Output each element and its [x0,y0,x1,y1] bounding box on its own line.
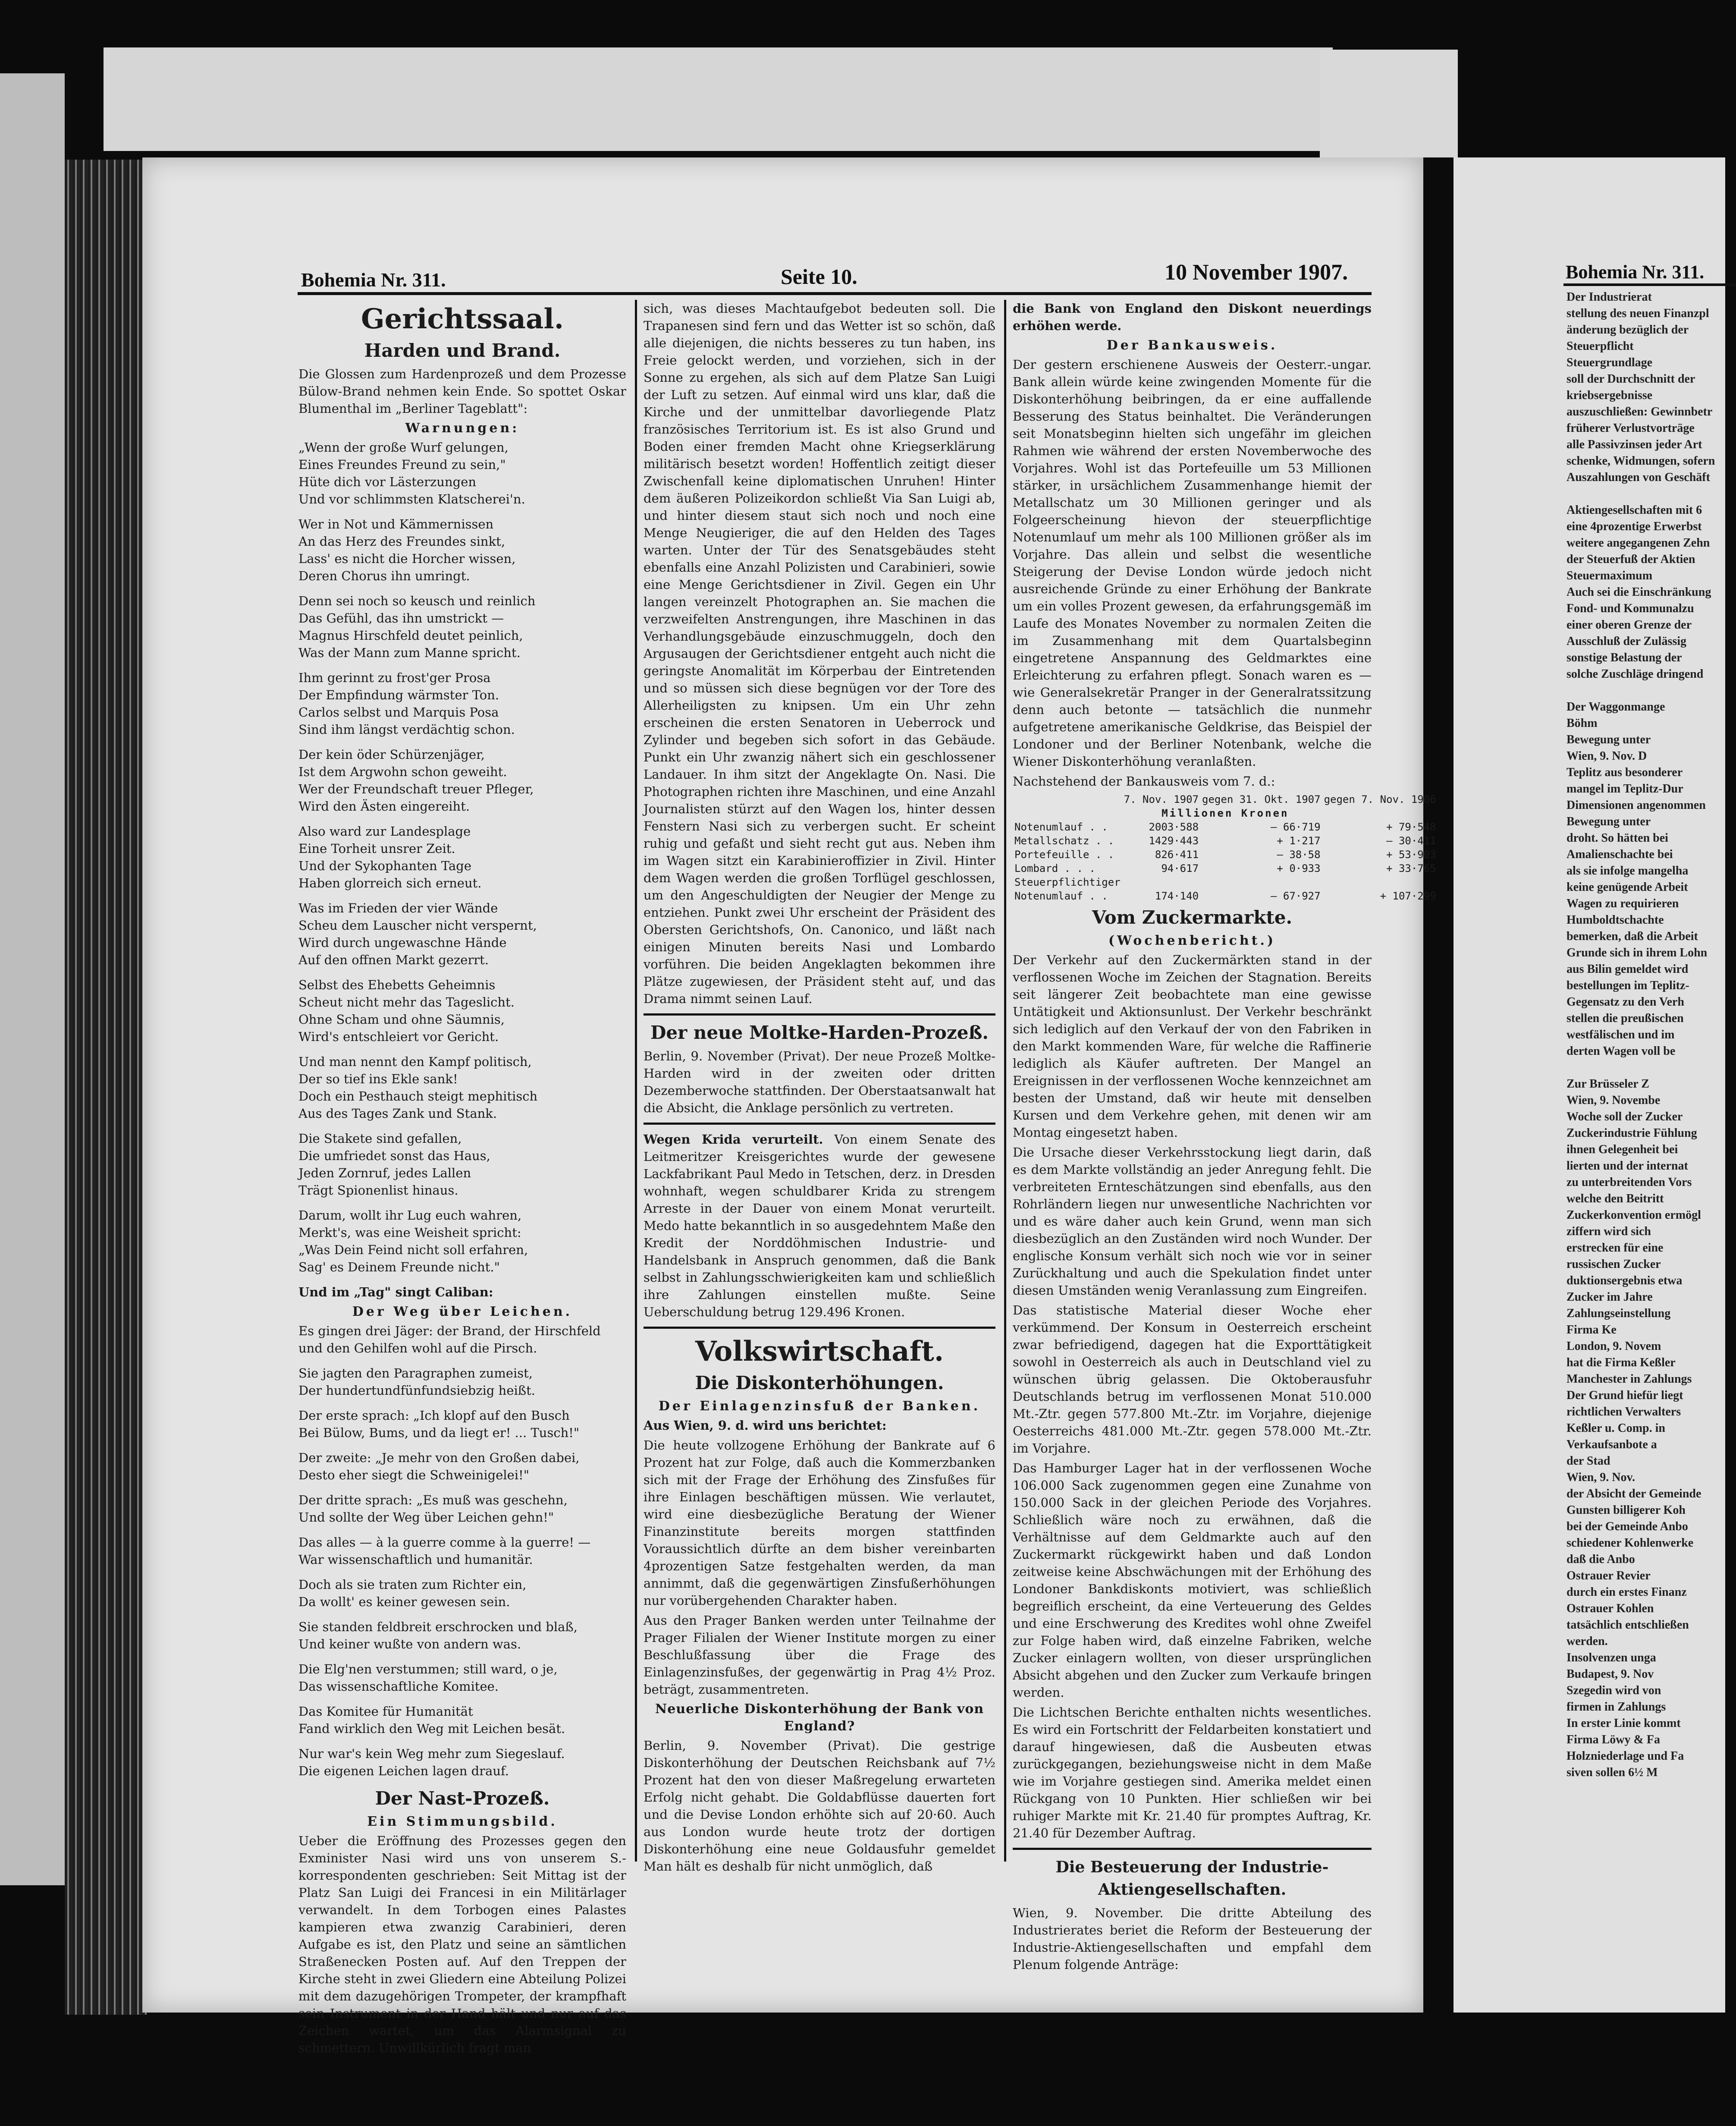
table-cell: Notenumlauf . . [1014,890,1108,902]
article-separator [644,1123,995,1125]
table-unit: Millionen Kronen [1162,807,1289,819]
table-row [1013,875,1438,889]
header-rule [298,292,1372,295]
table-cell: — 67·927 [1270,890,1321,902]
table-header-row [1013,793,1438,806]
article-body: sich, was dieses Machtaufgebot bedeuten soll. Die Trapanesen sind fern und das Wetter ist so schön, daß alle diejenigen, die nichts besseres zu tun haben, ins Freie gelockt werden, und vorziehen, sich in der Sonne zu ergehen, als sich auf dem Platze San Luigi der Luft zu setzen. Auf einmal wird uns klar, daß die Kirche und der unmittelbar davorliegende Platz französisches Territorium ist. Es ist also Grund und Boden einer fremden Macht ohne Kriegserklärung militärisch besetzt worden! Hoffentlich zeitigt dieser Zwischenfall keine diplomatischen Unruhen! Hinter dem äußeren Polizeikordon schließt Via San Luigi ab, und hinter diesem staut sich noch und noch eine Menge Neugieriger, die auf den Helden des Tages warten. Unter der Tür des Senatsgebäudes steht ebenfalls eine Anzahl Polizisten und Carabinieri, sowie eine Menge Gerichtsdiener in Zivil. Gegen ein Uhr langen vereinzelt Photographen an. Sie machen die verzweifelten Anstrengungen, ihre Maschinen in das Verhandlungsgebäude einzuschmuggeln, doch den Argusaugen der Gerichtsdiener entgeht auch nicht die geringste Anomalität im Körperbau der Eintretenden und so müssen sich diese begnügen vor der Tore des Allerheiligsten zu knipsen. Um ein Uhr zehn erscheinen die ersten Senatoren in Ueberrock und Zylinder und begeben sich sofort in das Gebäude. Punkt ein Uhr zwanzig nähert sich ein geschlossener Landauer. In ihm sitzt der Angeklagte On. Nasi. Die Photographen richten ihre Maschinen, und eine Anzahl Journalisten stürzt auf den Wagen los, hinter dessen Fenstern Nasi sich zu verbergen sucht. Er scheint ruhig und gefaßt und sieht recht gut aus. Neben ihm im Wagen sitzt ein Karabinieroffizier in Zivil. Hinter dem Wagen werden die großen Torflügel geschlossen, um den Angeschuldigten der Neugier der Menge zu entziehen. Punkt zwei Uhr erscheint der Präsident des Obersten Gerichtshofs, On. Canonico, und läßt nach einigen Minuten bereits Nasi und Lombardo vorführen. Die beiden Angeklagten bekommen ihre Plätze zugewiesen, der Präsident steht auf, und das Drama nimmt seinen Lauf. [644,301,995,1006]
adjacent-page-line: der Steuerfuß der Aktien [1566,553,1695,566]
article-body: Von einem Senate des Leitmeritzer Kreisgerichtes wurde der gewesene Lackfabrikant Paul Medo in Tetschen, derz. in Dresden wohnhaft, wegen schuldbarer Krida zu strengem Arreste in der Dauer von einem Monat verurteilt. Medo hatte bekanntlich in so ausgedehntem Maße den Kredit der Norddöhmischen Industrie- und Handelsbank in Anspruch genommen, daß die Bank selbst in Zahlungsschwierigkeiten kam und schließlich ihre Zahlungen einstellen mußte. Seine Ueberschuldung betrug 129.496 Kronen. [644,1132,995,1319]
adjacent-page-line: Humboldtschachte [1566,913,1664,927]
table-cell: — 66·719 [1270,821,1321,833]
poem-heading-weg: Der Weg über Leichen. [352,1304,573,1319]
article-heading-besteuerung: Die Besteuerung der Industrie-Aktiengesellschaften. [1055,1858,1329,1899]
table-cell: + 1·217 [1277,835,1321,847]
adjacent-page-line: keine genügende Arbeit [1566,881,1688,894]
adjacent-page-line: stellung des neuen Finanzpl [1566,307,1709,320]
adjacent-page-line: Wien, 9. Nov. D [1566,749,1647,763]
poem-heading-warnungen: Warnungen: [405,421,520,436]
adjacent-page-line: Wien, 9. Nov. [1566,1471,1635,1484]
adjacent-page-line: Woche soll der Zucker [1566,1110,1683,1123]
adjacent-page-line: Amalienschachte bei [1566,848,1673,861]
table-cell: + 33·765 [1386,862,1436,874]
article-body: Berlin, 9. November (Privat). Die gestrige Diskonterhöhung der Deutschen Reichsbank auf 7½ Prozent hat den von dieser Maßregelung erwarteten Erfolg nicht gehabt. Die Goldabflüsse dauerten fort und die Devise London erhöhte sich auf 20·60. Auch aus London wurde heute trotz der dortigen Diskonterhöhung eine neue Goldausfuhr gemeldet Man hält es deshalb für nicht unmöglich, daß [644,1738,995,1874]
poem-stanza: Es gingen drei Jäger: der Brand, der Hirschfeld und den Gehilfen wohl auf die Pirsch. [298,1324,601,1355]
adjacent-page-line: Verkaufsanbote a [1566,1438,1657,1451]
poem-stanza: Denn sei noch so keusch und reinlich Das Gefühl, das ihn umstrickt — Magnus Hirschfeld deutet peinlich, Was der Mann zum Manne spricht. [298,594,536,660]
adjacent-page-line: Ostrauer Revier [1566,1569,1651,1582]
article-body: Die Lichtschen Berichte enthalten nichts wesentliches. Es wird ein Fortschritt der Feldarbeiten konstatiert und darauf hingewiesen, daß die Ausbeuten etwas zurückgegangen, beziehungsweise nicht in dem Maße wie im Vorjahre gestiegen sind. Amerika meldet einen Rückgang von 10 Punkten. Hier schließen wir bei ruhiger Markte mit Kr. 21.40 für promptes Auftrag, Kr. 21.40 für Dezember Auftrag. [1013,1705,1372,1840]
poem-stanza: Was im Frieden der vier Wände Scheu dem Lauscher nicht verspernt, Wird durch ungewaschne Hände Auf den offnen Markt gezerrt. [298,901,537,967]
adjacent-page-line: Zucker im Jahre [1566,1290,1653,1304]
article-heading-moltke: Der neue Moltke-Harden-Prozeß. [650,1022,989,1043]
article-subheading: Neuerliche Diskonterhöhung der Bank von England? [655,1701,984,1734]
table-cell: Metallschatz . . [1014,835,1114,847]
article-heading-harden: Harden und Brand. [364,340,561,361]
table-header-cell: 7. Nov. 1907 [1124,793,1199,805]
table-row [1013,848,1438,862]
adjacent-page-line: Firma Löwy & Fa [1566,1733,1660,1746]
adjacent-page-line: Der Waggonmange [1566,700,1665,714]
article-body: Der gestern erschienene Ausweis der Oesterr.-ungar. Bank allein würde keine zwingenden Momente für die Diskonterhöhung beibringen, da er eine auffallende Besserung des Status beinhaltet. Die Veränderungen seit Monatsbeginn hielten sich ungefähr im gleichen Rahmen wie während der ersten Novemberwoche des Vorjahres. Wohl ist das Portefeuille um 53 Millionen stärker, in ursächlichem Zusammenhange hiemit der Metallschatz um 30 Millionen geringer und als Folgeerscheinung hievon der steuerpflichtige Notenumlauf um mehr als 100 Millionen größer als im Vorjahre. Das allein und selbst die wesentliche Steigerung der Devise London würde jedoch nicht ausreichende Gründe zu einer Erhöhung der Bankrate um ein volles Prozent gewesen, da erfahrungsgemäß im Laufe des Monates November zu normalen Zeiten die im Zusammenhang mit dem Quartalsbeginn eingetretene Anspannung des Geldmarktes eine Erleichterung zu erfahren pflegt. Sonach waren es — wie Generalsekretär Pranger in der Generalratssitzung denn auch betonte — tatsächlich die nunmehr aufgetretene amerikanische Geldkrise, das Beispiel der Londoner und der Berliner Notenbank, welche die Wiener Diskonterhöhung veranlaßten. [1013,357,1372,769]
adjacent-page-line: Gegensatz zu den Verh [1566,995,1684,1009]
poem-stanza: Nur war's kein Weg mehr zum Siegeslauf. Die eigenen Leichen lagen drauf. [298,1746,565,1778]
adjacent-page-text [1566,289,1725,1842]
adjacent-page-line: stellen die preußischen [1566,1012,1684,1025]
adjacent-page-line: westfälischen und im [1566,1028,1675,1041]
adjacent-page-line: Zahlungseinstellung [1566,1307,1671,1320]
poem-stanza: Ihm gerinnt zu frost'ger Prosa Der Empfindung wärmster Ton. Carlos selbst und Marquis Posa Sind ihm längst verdächtig schon. [298,670,515,737]
article-body: Berlin, 9. November (Privat). Der neue Prozeß Moltke-Harden wird in der zweiten oder dritten Dezemberwoche stattfinden. Der Oberstaatsanwalt hat die Absicht, die Anklage persönlich zu vertreten. [644,1049,995,1115]
poem-stanza: Der erste sprach: „Ich klopf auf den Busch Bei Bülow, Bums, und da liegt er! ... Tusch!" [298,1408,580,1440]
adjacent-page-line: sonstige Belastung der [1566,651,1682,664]
adjacent-page-line: siven sollen 6½ M [1566,1766,1658,1779]
article-heading-diskont: Die Diskonterhöhungen. [695,1372,944,1393]
adjacent-page-line: Böhm [1566,717,1598,730]
adjacent-page-line: firmen in Zahlungs [1566,1700,1666,1714]
adjacent-page-line: mangel im Teplitz-Dur [1566,782,1683,796]
table-cell: 94·617 [1161,862,1199,874]
adjacent-page-line: russischen Zucker [1566,1258,1661,1271]
adjacent-page-line: droht. So hätten bei [1566,831,1668,845]
adjacent-page-line: derten Wagen voll be [1566,1044,1676,1058]
adjacent-page-line: Der Grund hiefür liegt [1566,1389,1683,1402]
section-title-gerichtssaal: Gerichtssaal. [361,303,564,335]
poem-stanza: Der zweite: „Je mehr von den Großen dabei, Desto eher siegt die Schweinigelei!" [298,1450,580,1482]
adjacent-page-line: durch ein erstes Finanz [1566,1585,1687,1599]
adjacent-page-line: Zuckerindustrie Fühlung [1566,1126,1697,1140]
poem-stanza: Das Komitee für Humanität Fand wirklich den Weg mit Leichen besät. [298,1704,565,1736]
header-date: 10 November 1907. [1165,260,1348,285]
article-subheading: (Wochenbericht.) [1108,933,1276,948]
table-cell: + 53·903 [1386,849,1436,861]
table-cell: — 30·411 [1386,835,1436,847]
table-cell: + 79·548 [1386,821,1436,833]
article-body: Wien, 9. November. Die dritte Abteilung des Industrierates beriet die Reform der Besteuerung der Industrie-Aktiengesellschaften und empfahl dem Plenum folgende Anträge: [1013,1906,1372,1972]
adjacent-page-line: Auszahlungen von Geschäft [1566,471,1710,484]
table-cell: + 107·299 [1380,890,1436,902]
scanner-edge-left [0,73,65,1885]
poem-stanza: Und man nennt den Kampf politisch, Der so tief ins Ekle sank! Doch ein Pesthauch steigt mephitisch Aus des Tages Zank und Stank. [298,1054,538,1121]
adjacent-page-line: Holzniederlage und Fa [1566,1749,1684,1763]
column-3 [1013,300,1436,1972]
table-unit-row [1013,806,1438,820]
table-cell: Notenumlauf . . [1014,821,1108,833]
adjacent-page-line: Aktiengesellschaften mit 6 [1566,503,1702,517]
adjacent-page [1453,157,1725,2013]
adjacent-page-line: ihnen Gelegenheit bei [1566,1143,1678,1156]
adjacent-header: Bohemia Nr. 311. [1566,261,1705,283]
article-heading-nast: Der Nast-Prozeß. [375,1788,550,1809]
adjacent-page-line: bestellungen im Teplitz- [1566,979,1689,992]
adjacent-page-line: bemerken, daß die Arbeit [1566,930,1698,943]
book-binding [65,160,147,2015]
poem-stanza: Die Stakete sind gefallen, Die umfriedet sonst das Haus, Jeden Zornruf, jedes Lallen Trägt Spionenlist hinaus. [298,1131,490,1198]
article-intro: Die Glossen zum Hardenprozeß und dem Prozesse Bülow-Brand nehmen kein Ende. So spottet Oskar Blumenthal im „Berliner Tageblatt": [298,367,626,416]
adjacent-page-line: Wagen zu requirieren [1566,897,1679,910]
adjacent-page-line: Wien, 9. Novembe [1566,1094,1661,1107]
adjacent-page-line: solche Zuschläge dringend [1566,667,1704,681]
poem-stanza: Doch als sie traten zum Richter ein, Da wollt' es keiner gewesen sein. [298,1577,527,1609]
table-cell: 826·411 [1155,849,1199,861]
header-page-number: Seite 10. [781,264,857,289]
adjacent-page-line: Keßler u. Comp. in [1566,1422,1665,1435]
table-header-cell [1013,793,1122,806]
adjacent-page-line [1566,682,1725,699]
article-body: die Bank von England den Diskont neuerdings erhöhen werde. [1013,301,1372,333]
article-body: Die Ursache dieser Verkehrsstockung liegt darin, daß es dem Markte vollständig an jeder Anregung fehlt. Die verbreiteten Ernteschätzungen sind ebenfalls, aus den Rohrländern liegen nur unwesentliche Nachrichten vor und es wäre daher auch kein Grund, wenn man sich diesbezüglich an den Zuständen wird noch Wunder. Der englische Konsum verhält sich noch wie vor in seiner Zurückhaltung und auch die Spekulation findet unter diesen Umständen wenig Veranlassung zum Eingreifen. [1013,1145,1372,1298]
poem-stanza: Darum, wollt ihr Lug euch wahren, Merkt's, was eine Weisheit spricht: „Was Dein Feind nicht soll erfahren, Sag' es Deinem Freunde nicht." [298,1208,528,1274]
column-rule-2 [1004,300,1006,1862]
adjacent-page-line: weitere angegangenen Zehn [1566,536,1710,550]
article-dateline: Aus Wien, 9. d. wird uns berichtet: [644,1418,887,1433]
book-clamp [1320,50,1458,157]
adjacent-page-line: Ostrauer Kohlen [1566,1602,1654,1615]
adjacent-page-line [1566,1060,1725,1076]
adjacent-page-line: Szegedin wird von [1566,1684,1661,1697]
table-cell [1122,875,1200,889]
adjacent-page-line: eine 4prozentige Erwerbst [1566,520,1702,533]
bank-statement-table [1013,793,1438,903]
adjacent-page-line: Manchester in Zahlungs [1566,1372,1692,1386]
article-heading-bankausweis: Der Bankausweis. [1106,338,1278,353]
adjacent-page-line: welche den Beitritt [1566,1192,1664,1205]
article-body: Aus den Prager Banken werden unter Teilnahme der Prager Filialen der Wiener Institute morgen zu einer Beschlußfassung über die Frage des Einlagenzinsfußes, der gegenwärtig in Prag 4½ Proz. beträgt, zusammentreten. [644,1613,995,1697]
poem-stanza: Selbst des Ehebetts Geheimnis Scheut nicht mehr das Tageslicht. Ohne Scham und ohne Säumnis, Wird's entschleiert vor Gericht. [298,978,515,1044]
adjacent-page-line: Der Industrierat [1566,290,1652,304]
table-row [1013,834,1438,848]
adjacent-page-line: Dimensionen angenommen [1566,799,1706,812]
adjacent-page-line: schenke, Widmungen, sofern [1566,454,1715,468]
adjacent-page-line [1566,486,1725,502]
poem-stanza: Sie standen feldbreit erschrocken und blaß, Und keiner wußte von andern was. [298,1620,578,1651]
table-cell: Steuerpflichtiger [1014,876,1121,888]
adjacent-page-line: auszuschließen: Gewinnbetr [1566,405,1713,418]
column-2 [644,300,995,1874]
article-separator [644,1327,995,1329]
table-row [1013,820,1438,834]
poem-stanza: Der kein öder Schürzenjäger, Ist dem Argwohn schon geweiht. Wer der Freundschaft treuer Pfleger, Wird den Ästen eingereiht. [298,747,534,814]
article-body: Das statistische Material dieser Woche eher verkümmend. Der Konsum in Oesterreich erscheint zwar befriedigend, dagegen hat die Exporttätigkeit sowohl in Oesterreich als auch in Deutschland viel zu wünschen übrig gelassen. Die Oktoberausfuhr Deutschlands betrug im verflossenen Monat 510.000 Mt.-Ztr. gegen 577.800 Mt.-Ztr. im Vorjahre, diejenige Oesterreichs 481.000 Mt.-Ztr. gegen 578.000 Mt.-Ztr. im Vorjahre. [1013,1303,1372,1456]
adjacent-page-line: änderung bezüglich der [1566,323,1689,337]
table-cell: Portefeuille . . [1014,849,1114,861]
adjacent-page-line: daß die Anbo [1566,1553,1635,1566]
adjacent-page-line: Steuergrundlage [1566,356,1653,369]
article-subheading: Ein Stimmungsbild. [367,1814,558,1829]
adjacent-page-line: Steuermaximum [1566,569,1653,582]
article-subheading: Der Einlagenzinsfuß der Banken. [658,1399,981,1414]
adjacent-page-line: schiedener Kohlenwerke [1566,1536,1694,1550]
table-cell: 2003·588 [1149,821,1199,833]
header-issue: Bohemia Nr. 311. [301,269,446,291]
article-separator [1013,1848,1372,1850]
adjacent-page-line: tatsächlich entschließen [1566,1618,1689,1632]
adjacent-page-line: Fond- und Kommunalzu [1566,602,1694,615]
table-cell: + 0·933 [1277,862,1321,874]
table-cell: 174·140 [1155,890,1199,902]
adjacent-page-line: früherer Verlustvorträge [1566,421,1695,435]
newspaper-page [142,157,1436,2055]
adjacent-page-line: Zur Brüsseler Z [1566,1077,1649,1091]
adjacent-page-line: Zuckerkonvention ermögl [1566,1208,1701,1222]
poem-stanza: Sie jagten den Paragraphen zumeist, Der hundertundfünfundsiebzig heißt. [298,1366,536,1398]
table-cell [1322,875,1438,889]
adjacent-page-line: Bewegung unter [1566,815,1651,828]
table-cell: 1429·443 [1149,835,1199,847]
article-lead-krida: Wegen Krida verurteilt. [644,1132,823,1147]
adjacent-page-line: Ausschluß der Zulässig [1566,635,1687,648]
article-separator [644,1013,995,1016]
adjacent-page-line: Steuerpflicht [1566,340,1634,353]
article-body: Ueber die Eröffnung des Prozesses gegen den Exminister Nasi wird uns von unserem S.-korrespondenten geschrieben: Seit Mittag ist der Platz San Luigi dei Francesi in ein Militärlager verwandelt. In dem Torbogen eines Palastes kampieren etwa zwanzig Carabinieri, deren Aufgabe es ist, den Platz und seine an sämtlichen Straßenecken Posten auf. Auf den Treppen der Kirche steht in zwei Gliedern eine Abteilung Polizei mit dem dazugehörigen Trompeter, der krampfhaft sein Instrument in der Hand hält und nur auf das Zeichen wartet, um das Alarmsignal zu schmettern. Unwillkürlich fragt man [298,1834,626,2055]
table-cell: Lombard . . . [1014,862,1096,874]
adjacent-page-line: hat die Firma Keßler [1566,1356,1676,1369]
adjacent-page-line: lierten und der internat [1566,1159,1688,1173]
table-header-cell: gegen 31. Okt. 1907 [1202,793,1321,805]
adjacent-page-line: Insolvenzen unga [1566,1651,1656,1664]
adjacent-page-line: als sie infolge mangelha [1566,864,1689,877]
adjacent-page-line: duktionsergebnis etwa [1566,1274,1683,1287]
adjacent-page-line: Firma Ke [1566,1323,1617,1337]
table-cell: — 38·58 [1277,849,1321,861]
adjacent-page-line: richtlichen Verwalters [1566,1405,1681,1418]
adjacent-page-line: kriebsergebnisse [1566,389,1653,402]
adjacent-page-line: aus Bilin gemeldet wird [1566,962,1689,976]
adjacent-page-line: erstrecken für eine [1566,1241,1664,1255]
adjacent-page-line: Auch sei die Einschränkung [1566,585,1711,599]
table-cell [1200,875,1322,889]
article-body: Der Verkehr auf den Zuckermärkten stand in der verflossenen Woche im Zeichen der Stagnation. Bereits seit längerer Zeit beobachtete man eine gewisse Untätigkeit und Aktionsunlust. Der Verkehr beschränkt sich lediglich auf den Verkauf der von den Fabriken in den Markt kommenden Ware, für welche die Raffinerie lediglich als Käufer auftreten. Der Mangel an Ereignissen in der verflossenen Woche kennzeichnet am besten der Umstand, daß wir heute mit denselben Kursen und dem Verkehre gehen, mit denen wir am Montag eingesetzt haben. [1013,953,1372,1140]
article-body: Das Hamburger Lager hat in der verflossenen Woche 106.000 Sack zugenommen gegen eine Zunahme von 150.000 Sack in der gleichen Periode des Vorjahres. Schließlich wäre noch zu erwähnen, daß die Verhältnisse auf dem Geldmarkte auch auf den Zuckermarkt rückgewirkt haben und daß London zeitweise keine Abschwächungen mit der Erhöhung des Londoner Bankdiskonts motiviert, was schließlich begreiflich erscheint, da eine Verteuerung des Geldes und eine Erschwerung des Kredites wohl ohne Zweifel zur Folge haben wird, daß einzelne Fabriken, welche Zucker einlagern wollten, von dieser ursprünglichen Absicht abgehen und den Zucker zum Verkaufe bringen werden. [1013,1461,1372,1700]
adjacent-page-line: Gunsten billigerer Koh [1566,1503,1686,1517]
adjacent-page-line: In erster Linie kommt [1566,1717,1681,1730]
adjacent-header-rule [1563,283,1736,286]
poem-stanza: Der dritte sprach: „Es muß was geschehn, Und sollte der Weg über Leichen gehn!" [298,1493,568,1525]
scanner-edge-top [104,47,1333,151]
adjacent-page-line: Grunde sich in ihrem Lohn [1566,946,1708,959]
table-row [1013,889,1438,903]
table-header-cell: gegen 7. Nov. 1906 [1324,793,1436,805]
table-intro: Nachstehend der Bankausweis vom 7. d.: [1013,774,1275,789]
caliban-line: Und im „Tag" singt Caliban: [298,1285,493,1299]
adjacent-page-line: der Stad [1566,1454,1610,1468]
poem-stanza: Die Elg'nen verstummen; still ward, o je, Das wissenschaftliche Komitee. [298,1662,558,1694]
adjacent-page-line: Budapest, 9. Nov [1566,1667,1654,1681]
column-1 [298,300,626,2055]
adjacent-page-line: ziffern wird sich [1566,1225,1651,1238]
adjacent-page-line: London, 9. Novem [1566,1340,1661,1353]
adjacent-page-line: Teplitz aus besonderer [1566,766,1683,779]
poem-stanza: „Wenn der große Wurf gelungen, Eines Freundes Freund zu sein," Hüte dich vor Lästerzungen Und vor schlimmsten Klatscherei'n. [298,440,525,506]
poem-stanza: Das alles — à la guerre comme à la guerre! — War wissenschaftlich und humanitär. [298,1535,591,1567]
adjacent-page-line: der Absicht der Gemeinde [1566,1487,1701,1500]
poem-stanza: Also ward zur Landesplage Eine Torheit unsrer Zeit. Und der Sykophanten Tage Haben glorreich sich erneut. [298,824,482,890]
adjacent-page-line: soll der Durchschnitt der [1566,372,1695,386]
article-heading-zucker: Vom Zuckermarkte. [1092,907,1293,928]
adjacent-page-line: bei der Gemeinde Anbo [1566,1520,1688,1533]
adjacent-page-line: alle Passivzinsen jeder Art [1566,438,1702,451]
poem-stanza: Wer in Not und Kämmernissen An das Herz des Freundes sinkt, Lass' es nicht die Horcher wissen, Deren Chorus ihn umringt. [298,517,516,583]
table-row [1013,862,1438,875]
section-title-volkswirtschaft: Volkswirtschaft. [695,1335,944,1368]
adjacent-page-line: werden. [1566,1635,1608,1648]
adjacent-page-line: Bewegung unter [1566,733,1651,746]
adjacent-page-line: einer oberen Grenze der [1566,618,1692,632]
adjacent-page-line: zu unterbreitenden Vors [1566,1176,1692,1189]
column-rule-1 [635,300,637,1862]
article-body: Die heute vollzogene Erhöhung der Bankrate auf 6 Prozent hat zur Folge, daß auch die Kommerzbanken sich mit der Frage der Erhöhung des Zinsfußes für ihre Einlagen beschäftigen müssen. Wie verlautet, wird eine diesbezügliche Beratung der Wiener Finanzinstitute bereits morgen stattfinden Voraussichtlich dürfte an dem bisher vereinbarten 4prozentigen Satze festgehalten werden, da man annimmt, daß die gegenwärtigen Zinsfußerhöhungen nur vorübergehenden Charakter haben. [644,1438,995,1608]
